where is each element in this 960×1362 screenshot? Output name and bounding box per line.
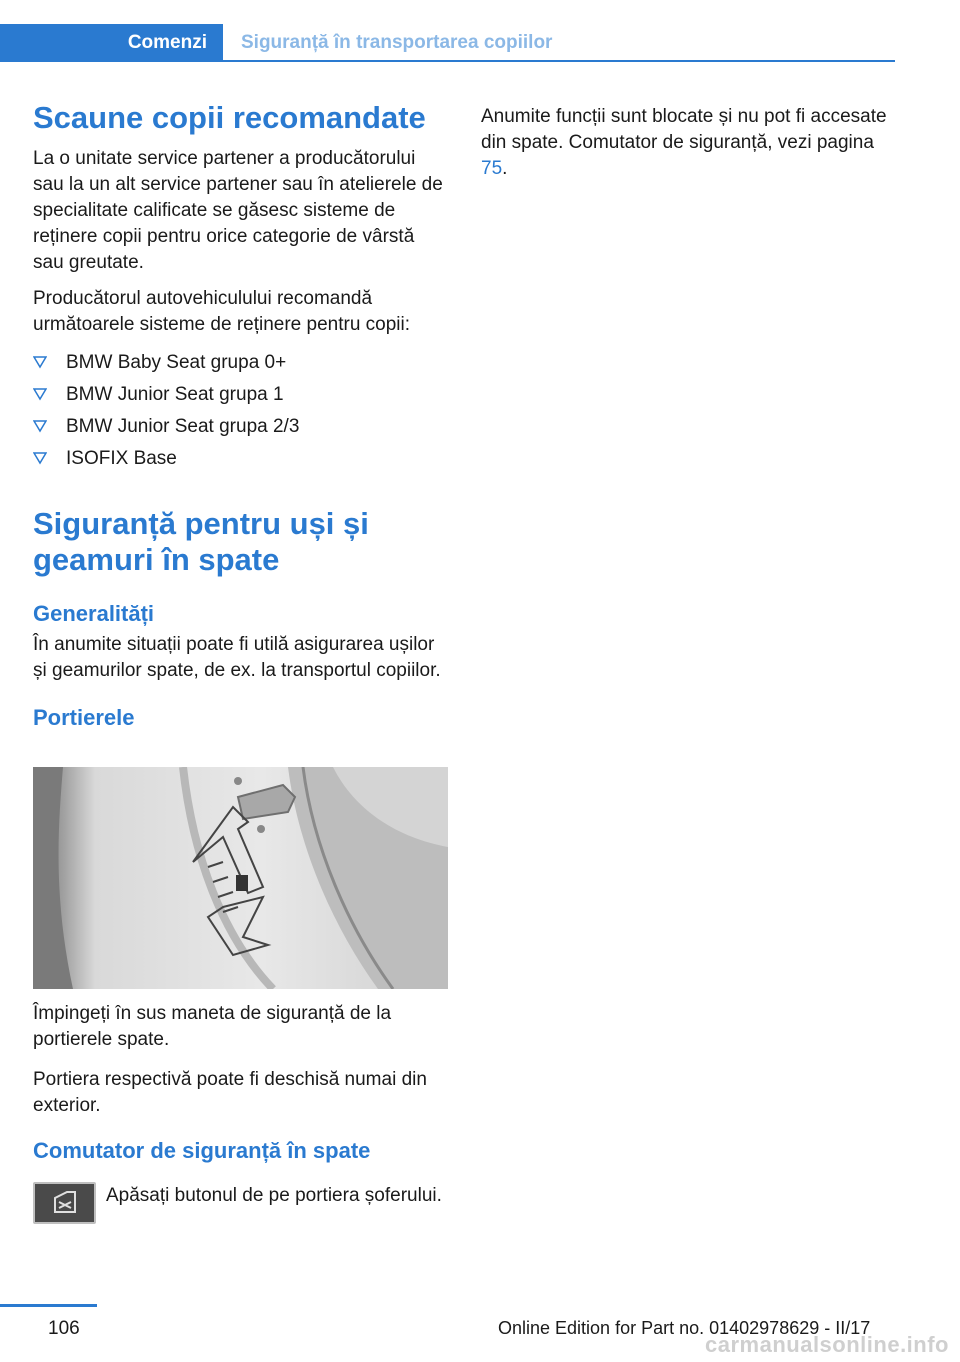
rear-safety-switch-icon	[33, 1182, 96, 1224]
seat-list	[33, 350, 448, 478]
paragraph-seats-intro: La o unitate service partener a producătorului sau la un alt service partener sau în atelierele de specialitate calificate se găsesc sisteme de reținere copii pentru orice categorie de vârstă sau greutate.	[33, 148, 443, 273]
bullet-triangle-icon	[33, 451, 47, 465]
list-item	[33, 414, 448, 446]
switch-instruction	[106, 1183, 448, 1209]
bullet-triangle-icon	[33, 355, 47, 369]
left-column	[33, 100, 448, 478]
heading-door-window-safety: Siguranță pentru uși și geamuri în spate	[33, 506, 369, 577]
heading-recommended-seats: Scaune copii recomandate	[33, 100, 426, 135]
footer-rule	[0, 1304, 97, 1307]
list-item	[33, 446, 448, 478]
tab-child-safety[interactable]: Siguranță în transportarea copiilor	[241, 32, 553, 53]
left-column-safety	[33, 506, 448, 732]
list-item	[33, 350, 448, 382]
paragraph-doors-push: Împingeți în sus maneta de siguranță de la portierele spate.	[33, 1003, 392, 1050]
paragraph-seats-recommend: Producătorul autovehiculului recomandă următoarele sisteme de reținere pentru copii:	[33, 288, 411, 335]
heading-rear-switch: Comutator de siguranță în spate	[33, 1138, 371, 1163]
left-column-doors-text	[33, 1001, 448, 1165]
heading-doors: Portierele	[33, 705, 135, 730]
watermark: carmanualsonline.info	[705, 1332, 949, 1357]
page-reference-link[interactable]: 75	[481, 158, 503, 179]
paragraph-doors-open: Portiera respectivă poate fi deschisă numai din exterior.	[33, 1069, 427, 1116]
list-item-label: BMW Junior Seat grupa 2/3	[66, 416, 300, 437]
list-item	[33, 382, 448, 414]
list-item-label: BMW Baby Seat grupa 0+	[66, 352, 287, 373]
list-item-label: ISOFIX Base	[66, 448, 177, 469]
edition-label: Online Edition for Part no. 01402978629 - II/17	[498, 1318, 871, 1338]
tab-comenzi[interactable]: Comenzi	[0, 24, 223, 62]
heading-general: Generalități	[33, 601, 155, 626]
right-column	[481, 104, 896, 182]
paragraph-switch: Apăsați butonul de pe portiera șoferului.	[106, 1185, 442, 1206]
page-number: 106	[48, 1318, 80, 1339]
list-item-label: BMW Junior Seat grupa 1	[66, 384, 284, 405]
bullet-triangle-icon	[33, 387, 47, 401]
paragraph-general: În anumite situații poate fi utilă asigurarea ușilor și geamurilor spate, de ex. la transportul copiilor.	[33, 634, 441, 681]
door-child-lock-illustration	[33, 767, 448, 989]
bullet-triangle-icon	[33, 419, 47, 433]
paragraph-blocked-functions: Anumite funcții sunt blocate și nu pot fi accesate din spate. Comutator de siguranță, vezi pagina 75.	[481, 106, 887, 179]
